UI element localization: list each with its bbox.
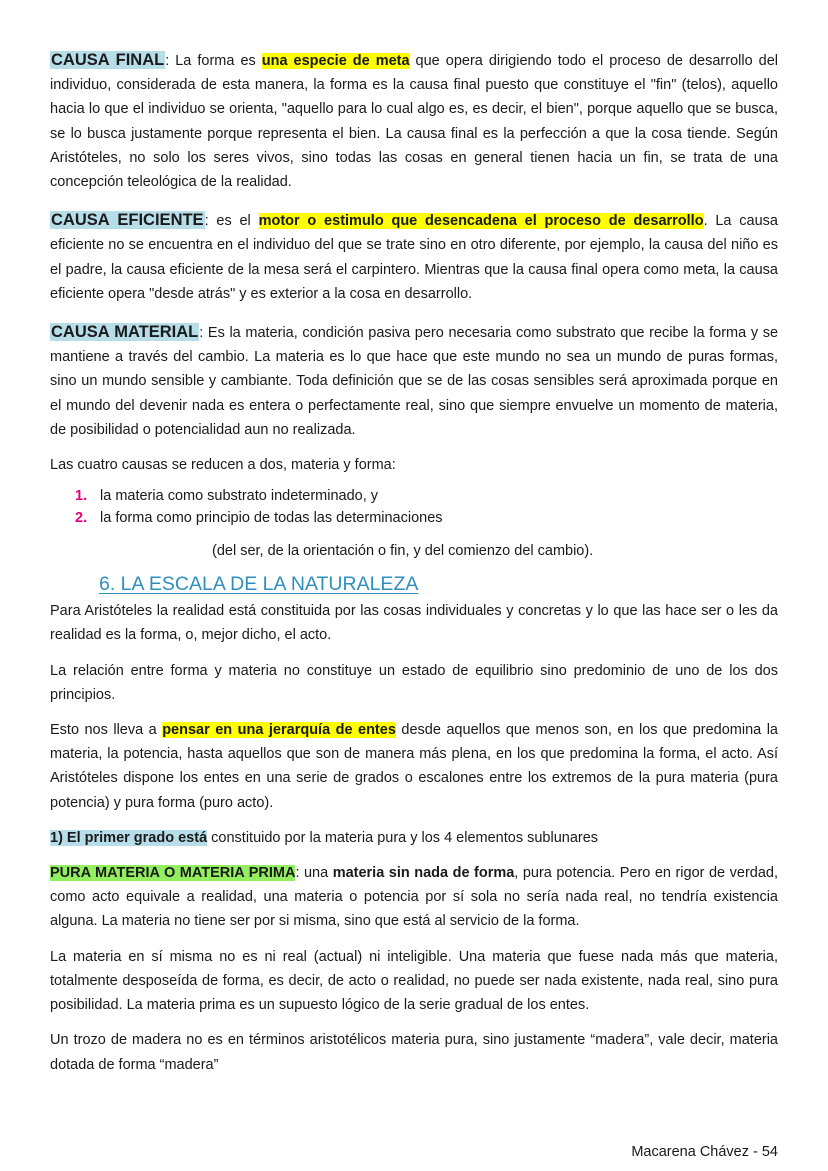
list-note: (del ser, de la orientación o fin, y del comienzo del cambio).: [212, 543, 594, 560]
materia-real-paragraph: La materia en sí misma no es ni real (actual) ni inteligible. Una materia que fuese nada más que materia, totalmente desposeída de forma, es decir, de acto o realidad, no puede ser nada existente, nada real, sino pura posibilidad. La materia prima es un supuesto lógico de la serie gradual de los entes.: [50, 948, 778, 1014]
bold-text: materia sin nada de forma: [332, 865, 515, 882]
causa-eficiente-paragraph: [50, 208, 778, 306]
causa-final-term: CAUSA FINAL: [51, 51, 165, 69]
text-span: , pura potencia. Pero en rigor de verdad, como acto equivale a realidad, una materia o potencia por sí sola no sería nada real, no tendría existencia alguna. La materia no tiene ser por si misma, sino que está al servicio de la forma.: [50, 865, 778, 930]
causa-material-paragraph: [50, 320, 778, 442]
causa-final-paragraph: [50, 48, 778, 194]
text-span: : Es la materia, condición pasiva pero necesaria como substrato que recibe la forma y se mantiene a través del cambio. La materia es lo que hace que este mundo no sea un mundo de puras formas, sino un mundo sensible y cambiante. Toda definición que se de las cosas sensibles será aproximada porque en el mundo del devenir nada es entera o perfectamente real, sino que siempre envuelve un momento de materia, de posibilidad o potencialidad aun no realizada.: [50, 325, 779, 438]
text-span: : una: [295, 865, 333, 882]
realidad-paragraph: Para Aristóteles la realidad está constituida por las cosas individuales y concretas y lo que las hace ser o les da realidad es la forma, o, mejor dicho, el acto.: [50, 603, 778, 644]
causa-material-term: CAUSA MATERIAL: [51, 323, 199, 342]
text-span: constituido por la materia pura y los 4 elementos sublunares: [207, 829, 599, 846]
primer-grado-paragraph: [50, 826, 778, 850]
causes-list: [50, 485, 778, 529]
text-span: . La causa eficiente no se encuentra en el individuo del que se trate sino en otro diferente, por ejemplo, la causa del niño es el padre, la causa eficiente de la mesa será el carpintero. Mientras que la causa final opera como meta, la causa eficiente opera "desde atrás" y es exterior a la cosa en desarrollo.: [50, 213, 778, 302]
list-number: 2.: [75, 510, 88, 527]
list-item: [50, 507, 778, 529]
text-span: : La forma es: [165, 53, 262, 69]
pura-materia-paragraph: [50, 861, 778, 934]
list-text: la forma como principio de todas las determinaciones: [100, 510, 443, 527]
text-span: desde aquellos que menos son, en los que predomina la materia, la potencia, hasta aquellos que son de manera más plena, en los que predomina la forma, el acto. Así Aristóteles dispone los entes en una serie de grados o escalones entre los extremos de la pura materia (pura potencia) y pura forma (puro acto).: [50, 722, 778, 811]
section-heading: 6. LA ESCALA DE LA NATURALEZA: [99, 573, 419, 596]
list-item: [50, 485, 778, 507]
list-text: la materia como substrato indeterminado, y: [100, 488, 379, 505]
highlight-meta: una especie de meta: [261, 53, 410, 69]
text-span: : es el: [204, 213, 259, 230]
jerarquia-paragraph: [50, 718, 778, 815]
document-page: [50, 48, 778, 1077]
highlight-pura-materia: PURA MATERIA O MATERIA PRIMA: [50, 865, 296, 882]
cuatro-causas-paragraph: Las cuatro causas se reducen a dos, materia y forma:: [50, 457, 396, 474]
highlight-motor: motor o estimulo que desencadena el proceso de desarrollo: [258, 213, 704, 230]
list-number: 1.: [75, 488, 88, 505]
page-footer: Macarena Chávez - 54: [631, 1144, 778, 1160]
relacion-paragraph: La relación entre forma y materia no constituye un estado de equilibrio sino predominio de uno de los dos principios.: [50, 662, 778, 703]
highlight-jerarquia: pensar en una jerarquía de entes: [162, 722, 396, 739]
causa-eficiente-term: CAUSA EFICIENTE: [51, 211, 204, 230]
highlight-primer-grado: 1) El primer grado está: [50, 829, 208, 846]
text-span: Esto nos lleva a: [50, 722, 163, 739]
text-span: que opera dirigiendo todo el proceso de desarrollo del individuo, considerada de esta manera, la forma es la causa final puesto que constituye el "fin" (telos), aquello hacia lo que el individuo se orienta, "aquello para lo cual algo es, es decir, el bien", porque aquello que se busca, se lo busca justamente porque representa el bien. La causa final es la perfección a que la cosa tiende. Según Aristóteles, no solo los seres vivos, sino todas las cosas en general tienen hacia un fin, se trata de una concepción teleológica de la realidad.: [50, 53, 779, 191]
madera-paragraph: Un trozo de madera no es en términos aristotélicos materia pura, sino justamente “madera”, vale decir, materia dotada de forma “madera”: [50, 1032, 778, 1073]
